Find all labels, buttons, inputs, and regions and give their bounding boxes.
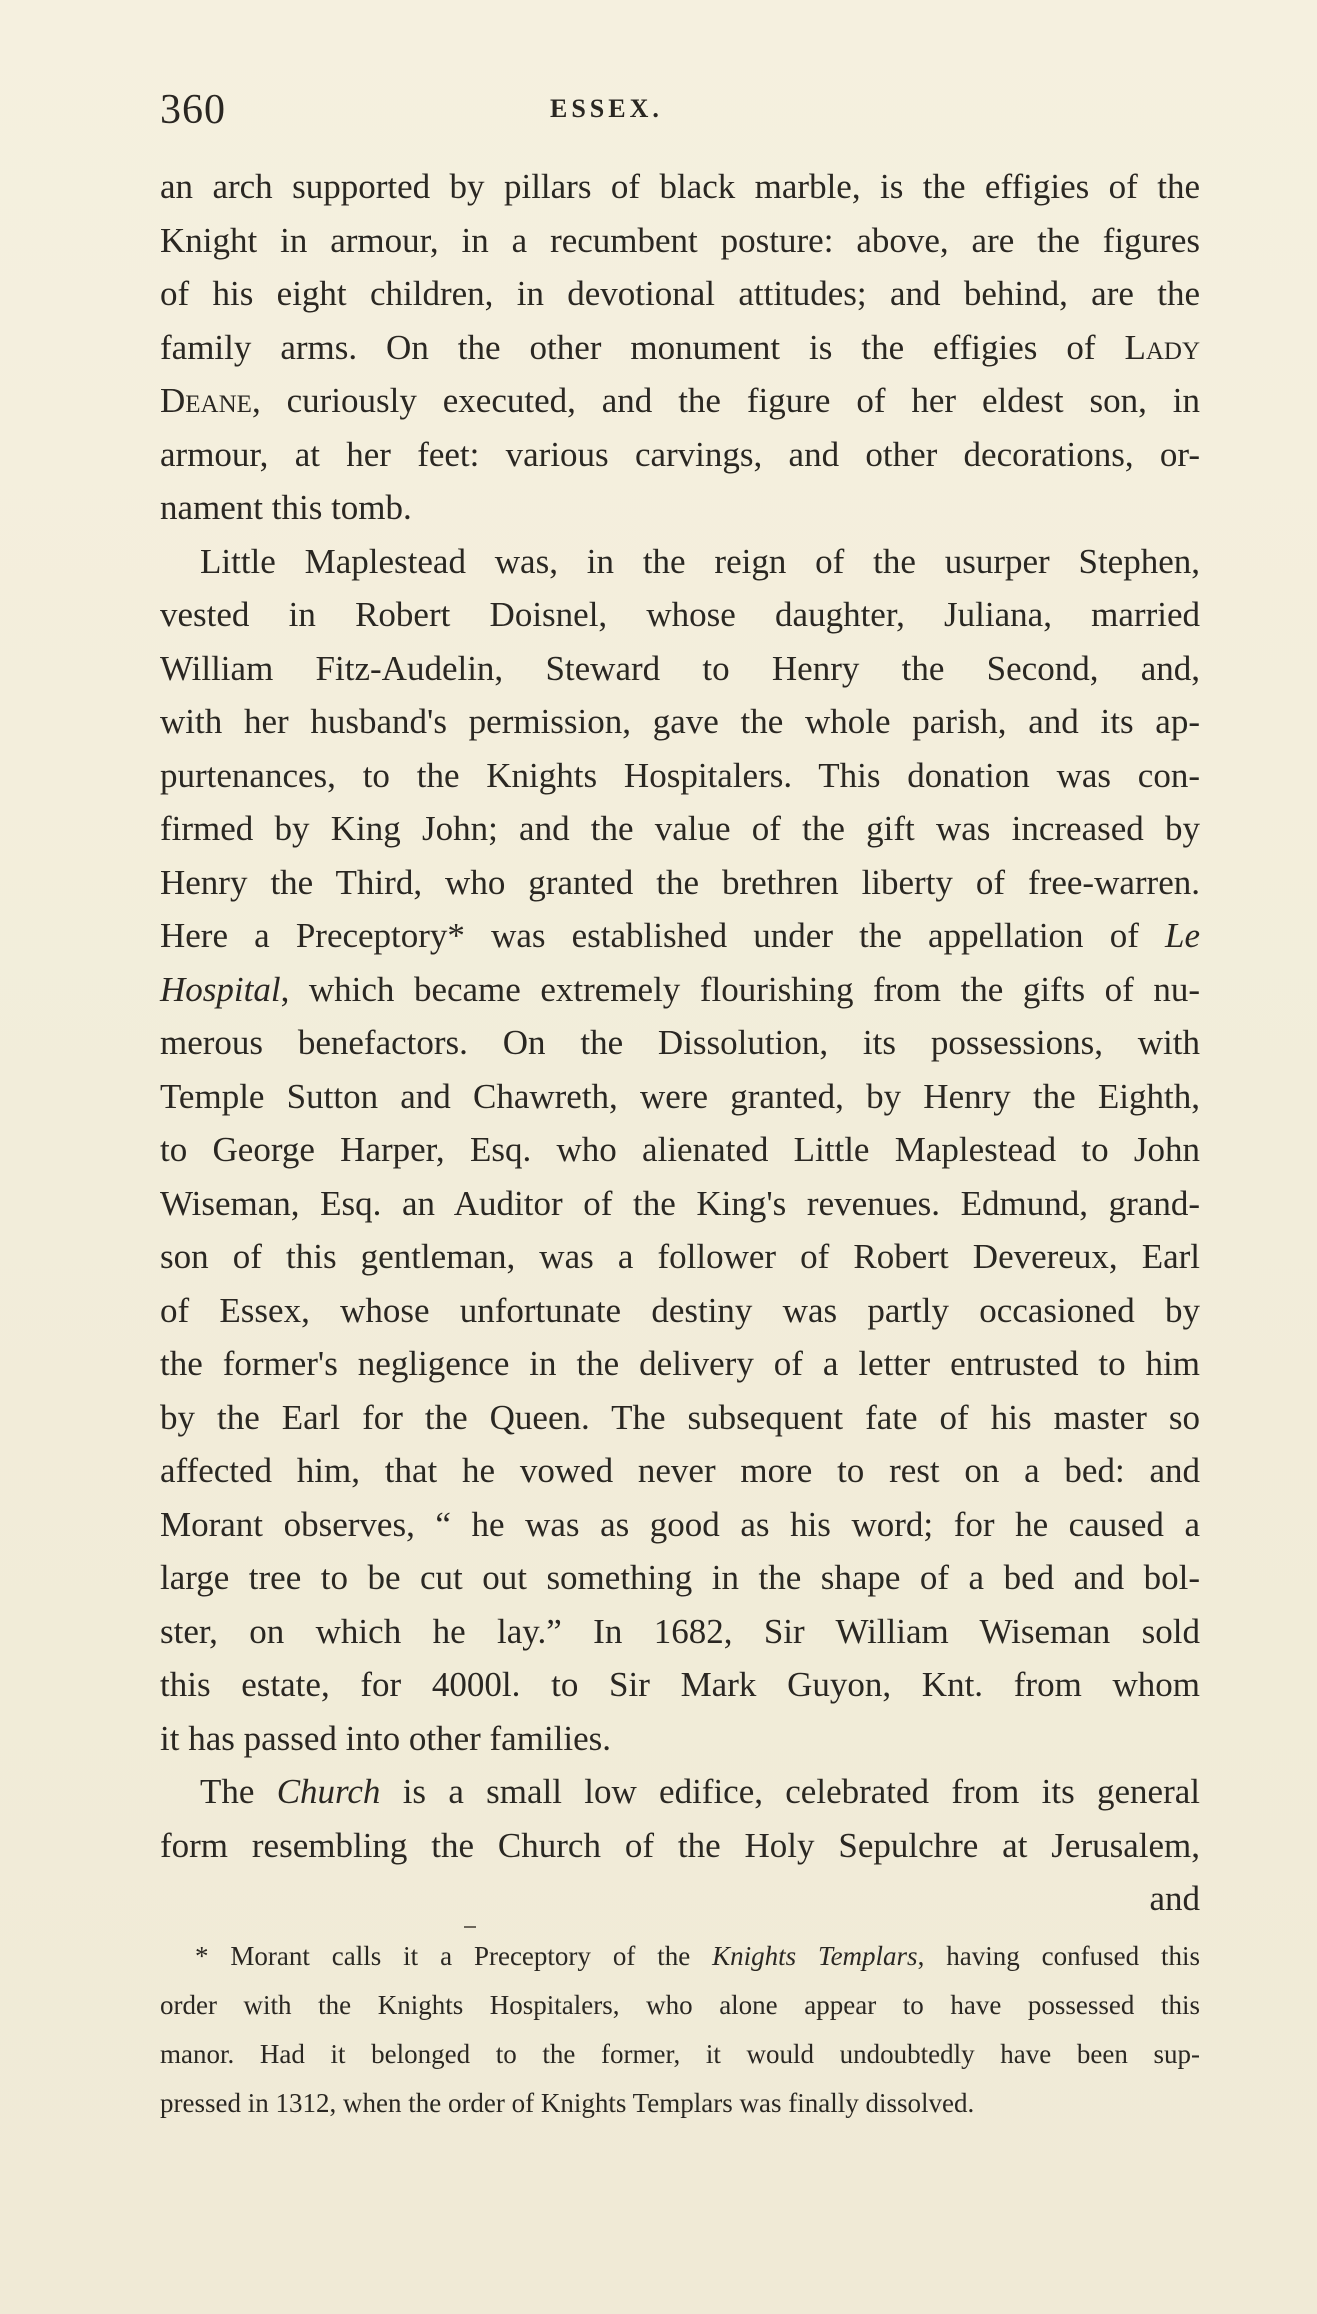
italic-term: Church [276,1772,381,1811]
text-line: Temple Sutton and Chawreth, were granted, by Henry the Eighth, [160,1076,1200,1116]
text-line: Hospital, which became extremely flourishing from the gifts of nu- [160,969,1200,1009]
footnote-line: pressed in 1312, when the order of Knights Templars was finally dissolved. [160,2088,975,2118]
text-line: an arch supported by pillars of black marble, is the effigies of the [160,167,1200,206]
text-line: affected him, that he vowed never more to rest on a bed: and [160,1451,1200,1490]
footnote [160,1932,1200,2128]
footnote-line: manor. Had it belonged to the former, it would undoubtedly have been sup- [160,2039,1200,2069]
text-line: by the Earl for the Queen. The subsequent fate of his master so [160,1397,1200,1437]
page-number: 360 [160,87,226,133]
text-line: Wiseman, Esq. an Auditor of the King's revenues. Edmund, grand- [160,1183,1200,1223]
footnote-line: * Morant calls it a Preceptory of the Knights Templars, having confused this [195,1941,1200,1971]
text-line: it has passed into other families. [160,1718,612,1758]
text-line: to George Harper, Esq. who alienated Little Maplestead to John [160,1130,1200,1169]
text-line: of his eight children, in devotional attitudes; and behind, are the [160,274,1200,313]
text-line: Here a Preceptory* was established under the appellation of Le [160,916,1200,955]
text-line: William Fitz-Audelin, Steward to Henry the Second, and, [160,648,1200,688]
text-line: the former's negligence in the delivery of a letter entrusted to him [160,1344,1200,1383]
text-line: Knight in armour, in a recumbent posture: above, are the figures [160,220,1200,260]
text-line: of Essex, whose unfortunate destiny was partly occasioned by [160,1290,1200,1330]
paragraph-first-line: Little Maplestead was, in the reign of the usurper Stephen, [200,541,1200,581]
text-line: armour, at her feet: various carvings, and other decorations, or- [160,434,1200,474]
text-line: Henry the Third, who granted the brethren liberty of free-warren. [160,862,1200,902]
italic-term: Knights Templars [712,1941,918,1971]
text-line: son of this gentleman, was a follower of Robert Devereux, Earl [160,1237,1200,1276]
small-caps-name: Lady [1124,327,1200,367]
text-line: vested in Robert Doisnel, whose daughter, Juliana, married [160,595,1200,634]
small-caps-name: Deane [160,381,252,420]
text-line: form resembling the Church of the Holy Sepulchre at Jerusalem, [160,1825,1200,1865]
text-line: Deane, curiously executed, and the figure of her eldest son, in [160,381,1200,420]
text-line: Morant observes, “ he was as good as his word; for he caused a [160,1504,1200,1544]
text-line: ster, on which he lay.” In 1682, Sir William Wiseman sold [160,1611,1200,1651]
text-line: family arms. On the other monument is the effigies of Lady [160,327,1200,367]
text-line: with her husband's permission, gave the whole parish, and its ap- [160,702,1200,741]
paragraph-first-line: The Church is a small low edifice, celebrated from its general [200,1772,1200,1811]
text-line: this estate, for 4000l. to Sir Mark Guyon, Knt. from whom [160,1665,1200,1704]
italic-term: Le [1165,916,1200,955]
running-head: ESSEX. [550,94,663,123]
text-line: nament this tomb. [160,488,412,527]
text-line: large tree to be cut out something in the shape of a bed and bol- [160,1558,1200,1597]
text-line: purtenances, to the Knights Hospitalers. This donation was con- [160,755,1200,795]
body-text [160,160,1200,1926]
italic-term: Hospital [160,969,281,1009]
catchword: and [1149,1879,1200,1918]
text-line: firmed by King John; and the value of the gift was increased by [160,809,1200,848]
text-line: merous benefactors. On the Dissolution, its possessions, with [160,1023,1200,1062]
footnote-rule [464,1926,476,1928]
footnote-line: order with the Knights Hospitalers, who alone appear to have possessed this [160,1990,1200,2020]
page-header [160,86,1200,134]
